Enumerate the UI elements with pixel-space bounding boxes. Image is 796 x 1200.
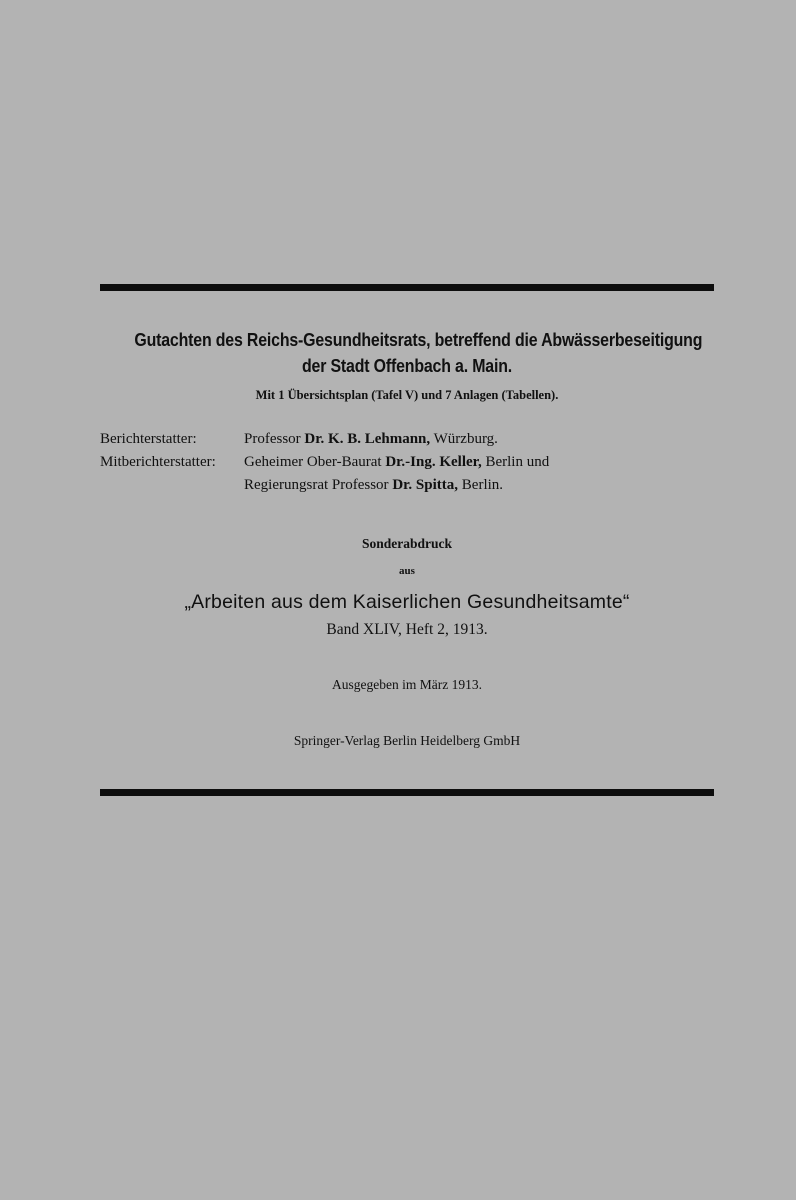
top-rule xyxy=(100,284,714,291)
rapporteur-label: Berichterstatter: xyxy=(100,431,197,447)
co-rapporteur-2-suffix: Berlin. xyxy=(458,477,504,493)
aus-label: aus xyxy=(399,565,415,577)
rapporteur-suffix: Würzburg. xyxy=(430,431,498,447)
bottom-rule xyxy=(100,789,714,796)
rapporteur-name: Dr. K. B. Lehmann, xyxy=(304,431,431,447)
credits-block xyxy=(100,428,549,497)
co-rapporteur-2-prefix: Regierungsrat Professor xyxy=(244,477,393,493)
co-rapporteur-2-name: Dr. Spitta, xyxy=(392,477,459,493)
rapporteur-entry xyxy=(244,428,549,451)
co-rapporteur-1-suffix: Berlin und xyxy=(481,454,550,470)
series-title: „Arbeiten aus dem Kaiserlichen Gesundheitsamte“ xyxy=(184,591,630,613)
document-subtitle: Mit 1 Übersichtsplan (Tafel V) und 7 Anlagen (Tabellen). xyxy=(255,388,559,402)
co-rapporteur-entry-1 xyxy=(244,451,549,474)
co-rapporteur-row xyxy=(100,451,549,474)
co-rapporteur-row-2 xyxy=(100,474,549,497)
co-rapporteur-label: Mitberichterstatter: xyxy=(100,454,216,470)
document-title-line-1: Gutachten des Reichs-Gesundheitsrats, betreffend die Abwässerbeseitigung xyxy=(134,329,703,350)
rapporteur-row xyxy=(100,428,549,451)
volume-issue: Band XLIV, Heft 2, 1913. xyxy=(326,621,488,638)
document-title-line-2: der Stadt Offenbach a. Main. xyxy=(301,355,513,376)
co-rapporteur-entry-2 xyxy=(244,474,549,497)
issue-date: Ausgegeben im März 1913. xyxy=(332,677,482,692)
co-rapporteur-1-prefix: Geheimer Ober-Baurat xyxy=(244,454,386,470)
sonderabdruck-label: Sonderabdruck xyxy=(361,536,453,551)
rapporteur-prefix: Professor xyxy=(244,431,305,447)
co-rapporteur-1-name: Dr.-Ing. Keller, xyxy=(385,454,482,470)
publisher: Springer-Verlag Berlin Heidelberg GmbH xyxy=(293,733,521,748)
